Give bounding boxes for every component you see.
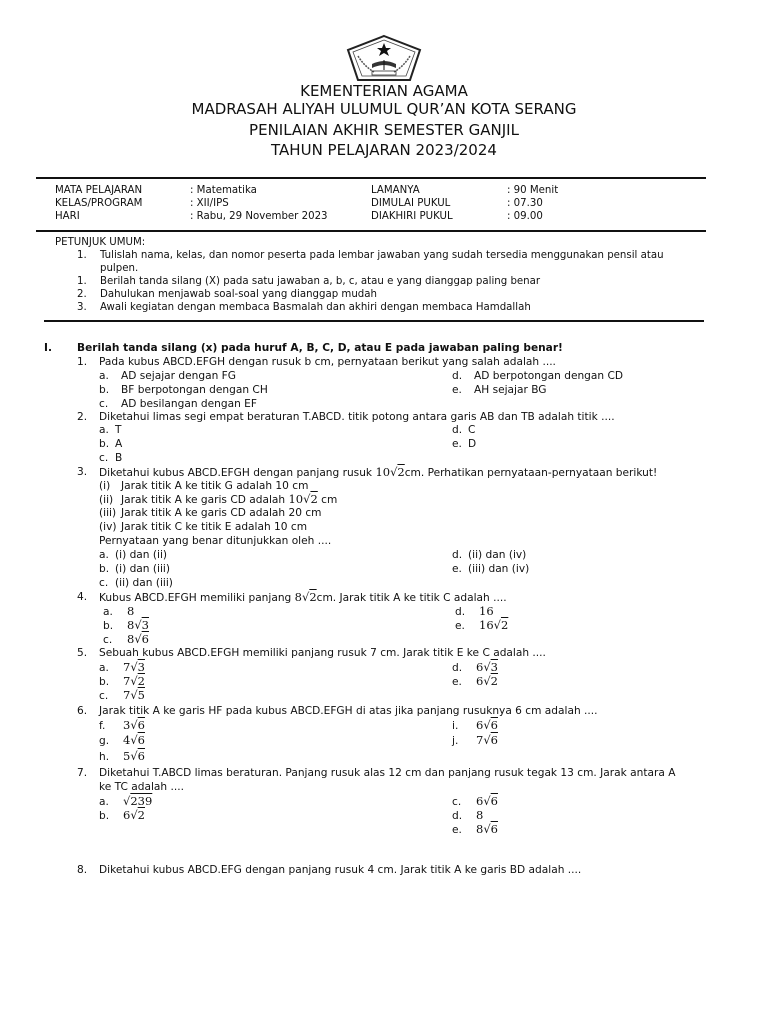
statement-label: (ii) xyxy=(99,494,114,506)
option-a[interactable] xyxy=(99,548,167,562)
math-coef: 8 xyxy=(127,618,135,632)
radical-sign-icon: √ xyxy=(130,688,138,702)
kementerian-agama-emblem-icon xyxy=(344,34,424,82)
option-text: C xyxy=(468,424,476,436)
option-label: d. xyxy=(452,810,463,822)
instruction-text: Tulislah nama, kelas, dan nomor peserta pada lembar jawaban yang sudah tersedia menggunakan pensil atau xyxy=(100,250,664,261)
math-radicand: 2 xyxy=(309,590,317,604)
option-label: d. xyxy=(452,370,463,382)
math-radicand: 2 xyxy=(500,618,509,632)
option-e[interactable] xyxy=(452,437,476,451)
math-radicand: 6 xyxy=(137,733,145,747)
option-d[interactable] xyxy=(452,718,498,733)
radical-sign-icon: √ xyxy=(483,718,491,732)
math-expression xyxy=(476,794,498,808)
option-label: e. xyxy=(452,438,462,450)
math-expression xyxy=(476,660,498,674)
option-label: b. xyxy=(103,620,114,632)
option-label: d. xyxy=(452,662,463,674)
radical-sign-icon: √ xyxy=(134,618,142,632)
option-b[interactable] xyxy=(99,674,145,689)
math-expression xyxy=(479,618,508,632)
math-radicand: 2 xyxy=(310,492,318,506)
divider xyxy=(44,320,704,322)
math-expression xyxy=(123,660,145,674)
math-expression xyxy=(123,718,145,732)
header-ministry: KEMENTERIAN AGAMA xyxy=(300,82,468,100)
option-c[interactable] xyxy=(99,749,145,764)
math-radicand: 6 xyxy=(490,822,498,836)
option-b[interactable] xyxy=(99,733,145,748)
option-c[interactable] xyxy=(452,794,498,809)
math-coef: 4 xyxy=(123,733,131,747)
question-text: Sebuah kubus ABCD.EFGH memiliki panjang rusuk 7 cm. Jarak titik E ke C adalah .... xyxy=(99,647,546,659)
option-label: b. xyxy=(99,384,110,396)
radical-sign-icon: √ xyxy=(493,618,501,632)
statement-i xyxy=(99,479,308,493)
option-a[interactable] xyxy=(99,423,121,437)
statement-ii xyxy=(99,492,337,507)
option-e[interactable] xyxy=(455,618,508,633)
option-label: c. xyxy=(99,398,109,410)
math-radicand: 2 xyxy=(397,465,405,479)
option-e[interactable] xyxy=(452,383,547,397)
math-coef: 8 xyxy=(127,632,135,646)
option-label: e. xyxy=(452,384,462,396)
info-left-labels xyxy=(55,184,142,223)
option-label: c. xyxy=(103,634,113,646)
option-label: c. xyxy=(99,690,109,702)
option-b[interactable] xyxy=(99,437,122,451)
section-number: I. xyxy=(44,342,52,354)
statement-label: (iv) xyxy=(99,521,117,533)
math-radicand: 3 xyxy=(141,618,149,632)
math-coef: 16 xyxy=(479,618,494,632)
instruction-num: 1. xyxy=(77,276,87,287)
math-expression xyxy=(127,632,149,646)
math-coef: 8 xyxy=(127,604,135,618)
option-label: c. xyxy=(99,577,109,589)
option-label: a. xyxy=(99,549,109,561)
math-expression xyxy=(123,749,145,763)
radical-sign-icon: √ xyxy=(130,808,138,822)
header-year: TAHUN PELAJARAN 2023/2024 xyxy=(271,141,497,159)
question-text-before: Kubus ABCD.EFGH memiliki panjang xyxy=(99,592,292,604)
option-e[interactable] xyxy=(452,733,498,748)
option-d[interactable] xyxy=(455,604,494,619)
option-label: a. xyxy=(99,662,109,674)
math-expression xyxy=(123,674,145,688)
section-title: Berilah tanda silang (x) pada huruf A, B, C, D, atau E pada jawaban paling benar! xyxy=(77,342,563,354)
option-a[interactable] xyxy=(99,794,152,809)
option-b[interactable] xyxy=(99,383,268,397)
math-expression xyxy=(127,604,134,618)
info-label: KELAS/PROGRAM xyxy=(55,198,143,209)
question-text-after: cm. Perhatikan pernyataan-pernyataan berikut! xyxy=(404,467,658,479)
option-label: c. xyxy=(99,452,109,464)
option-d[interactable] xyxy=(452,660,498,675)
math-radicand: 5 xyxy=(137,688,145,702)
math-radicand: 6 xyxy=(137,718,145,732)
option-d[interactable] xyxy=(452,548,526,562)
instruction-num: 2. xyxy=(77,289,87,300)
question-prompt: Pernyataan yang benar ditunjukkan oleh .... xyxy=(99,535,332,547)
math-expression xyxy=(123,808,145,822)
option-text: A xyxy=(115,438,123,450)
radical-sign-icon: √ xyxy=(483,660,491,674)
subject-value: : Matematika xyxy=(190,185,257,196)
math-expression xyxy=(123,733,145,747)
option-c[interactable] xyxy=(99,451,122,465)
math-expression xyxy=(479,604,494,618)
option-c[interactable] xyxy=(99,576,173,590)
math-coef: 10 xyxy=(288,492,304,506)
statement-label: (i) xyxy=(99,480,111,492)
question-number: 6. xyxy=(77,705,88,717)
radical-sign-icon: √ xyxy=(483,822,491,836)
statement-iii xyxy=(99,506,321,520)
question-text: Jarak titik A ke garis HF pada kubus ABCD.EFGH di atas jika panjang rusuknya 6 cm adalah .... xyxy=(99,705,598,717)
option-label: b. xyxy=(99,438,110,450)
statement-text: Jarak titik A ke garis CD adalah xyxy=(121,494,286,506)
info-label: LAMANYA xyxy=(371,185,420,196)
instruction-text: Awali kegiatan dengan membaca Basmalah dan akhiri dengan membaca Hamdallah xyxy=(100,302,531,313)
math-coef: 8 xyxy=(476,808,484,822)
math-expression: 10√2 xyxy=(375,465,405,479)
option-text: T xyxy=(115,424,122,436)
duration-value: : 90 Menit xyxy=(507,185,559,196)
math-coef: 6 xyxy=(476,660,484,674)
question-text-after: cm. Jarak titik A ke titik C adalah .... xyxy=(316,592,507,604)
question-text xyxy=(99,465,657,480)
math-radicand: 6 xyxy=(490,718,498,732)
instruction-text: Berilah tanda silang (X) pada satu jawaban a, b, c, atau e yang dianggap paling benar xyxy=(100,276,541,287)
radical-sign-icon: √ xyxy=(483,733,491,747)
option-e[interactable] xyxy=(452,674,498,689)
option-text: AD berpotongan dengan CD xyxy=(474,370,624,382)
option-label: i. xyxy=(452,720,459,732)
option-b[interactable] xyxy=(103,618,149,633)
question-number: 8. xyxy=(77,864,88,876)
math-radicand: 239 xyxy=(130,794,153,808)
math-radicand: 2 xyxy=(137,808,145,822)
math-coef: 6 xyxy=(476,794,484,808)
info-label: DIMULAI PUKUL xyxy=(371,198,451,209)
math-expression xyxy=(476,733,498,747)
radical-sign-icon: √ xyxy=(483,674,491,688)
statement-text: Jarak titik A ke garis CD adalah 20 cm xyxy=(121,507,322,519)
option-label: b. xyxy=(99,810,110,822)
math-coef: 8 xyxy=(476,822,484,836)
math-radicand: 3 xyxy=(137,660,145,674)
divider xyxy=(36,177,706,179)
option-label: h. xyxy=(99,751,110,763)
option-c[interactable] xyxy=(99,688,145,703)
radical-sign-icon: √ xyxy=(123,794,131,808)
option-label: e. xyxy=(455,620,465,632)
question-text: Pada kubus ABCD.EFGH dengan rusuk b cm, pernyataan berikut yang salah adalah .... xyxy=(99,356,556,368)
option-a[interactable] xyxy=(99,369,236,383)
question-text: Diketahui T.ABCD limas beraturan. Panjang rusuk alas 12 cm dan panjang rusuk tegak 13 cm. Jarak antara A xyxy=(99,767,676,779)
math-expression xyxy=(123,688,145,702)
radical-sign-icon: √ xyxy=(130,674,138,688)
option-label: f. xyxy=(99,720,106,732)
math-coef: 6 xyxy=(476,674,484,688)
option-d[interactable] xyxy=(452,423,475,437)
option-c[interactable] xyxy=(99,397,257,411)
statement-iv xyxy=(99,520,307,534)
math-radicand: 6 xyxy=(137,749,145,763)
math-coef: 7 xyxy=(123,688,131,702)
option-label: g. xyxy=(99,735,110,747)
option-text: (i) dan (iii) xyxy=(115,563,170,575)
option-text: BF berpotongan dengan CH xyxy=(121,384,268,396)
question-text-before: Diketahui kubus ABCD.EFGH dengan panjang rusuk xyxy=(99,467,373,479)
question-number: 4. xyxy=(77,591,88,603)
math-radicand: 2 xyxy=(137,674,145,688)
option-text: (i) dan (ii) xyxy=(115,549,168,561)
statement-unit: cm xyxy=(321,494,338,506)
radical-sign-icon: √ xyxy=(130,660,138,674)
math-radicand: 6 xyxy=(141,632,149,646)
math-radicand: 6 xyxy=(490,794,498,808)
option-b[interactable] xyxy=(99,562,170,576)
math-expression xyxy=(476,674,498,688)
option-text: (ii) dan (iii) xyxy=(115,577,173,589)
info-label: MATA PELAJARAN xyxy=(55,185,143,196)
option-a[interactable] xyxy=(99,660,145,675)
statement-label: (iii) xyxy=(99,507,117,519)
statement-text: Jarak titik A ke titik G adalah 10 cm xyxy=(121,480,309,492)
question-number: 7. xyxy=(77,767,88,779)
math-expression xyxy=(127,618,149,632)
option-label: e. xyxy=(452,563,462,575)
math-coef: 6 xyxy=(123,808,131,822)
math-coef: 5 xyxy=(123,749,131,763)
day-value: : Rabu, 29 November 2023 xyxy=(190,211,328,222)
option-e[interactable] xyxy=(452,562,529,576)
option-text: D xyxy=(468,438,477,450)
math-expression: 8√2 xyxy=(294,590,317,604)
option-label: d. xyxy=(452,424,463,436)
option-a[interactable] xyxy=(103,604,134,619)
option-d[interactable] xyxy=(452,808,483,823)
option-e[interactable] xyxy=(452,822,498,837)
radical-sign-icon: √ xyxy=(483,794,491,808)
option-label: a. xyxy=(103,606,113,618)
option-label: d. xyxy=(452,549,463,561)
option-label: e. xyxy=(452,824,462,836)
option-text: AD besilangan dengan EF xyxy=(121,398,257,410)
math-radicand: 3 xyxy=(490,660,498,674)
statement-text: Jarak titik C ke titik E adalah 10 cm xyxy=(121,521,308,533)
option-text: AD sejajar dengan FG xyxy=(121,370,236,382)
instruction-num: 1. xyxy=(77,250,87,261)
math-coef: 7 xyxy=(123,660,131,674)
radical-sign-icon: √ xyxy=(130,733,138,747)
math-expression xyxy=(476,718,498,732)
math-expression xyxy=(476,808,483,822)
option-a[interactable] xyxy=(99,718,145,733)
option-label: e. xyxy=(452,676,462,688)
math-radicand: 2 xyxy=(490,674,498,688)
question-number: 5. xyxy=(77,647,88,659)
info-right-values xyxy=(507,184,558,223)
math-coef: 16 xyxy=(479,604,494,618)
math-expression xyxy=(476,822,498,836)
option-label: b. xyxy=(99,676,110,688)
instructions-title: PETUNJUK UMUM: xyxy=(55,237,146,248)
instruction-text: Dahulukan menjawab soal-soal yang dianggap mudah xyxy=(100,289,377,300)
question-text-cont: ke TC adalah .... xyxy=(99,781,184,793)
option-label: a. xyxy=(99,370,109,382)
option-c[interactable] xyxy=(103,632,149,647)
option-label: a. xyxy=(99,796,109,808)
option-label: a. xyxy=(99,424,109,436)
math-coef: 6 xyxy=(476,718,484,732)
question-number: 1. xyxy=(77,356,88,368)
info-right-labels xyxy=(371,184,453,223)
option-d[interactable] xyxy=(452,369,623,383)
option-text: AH sejajar BG xyxy=(474,384,547,396)
instruction-num: 3. xyxy=(77,302,87,313)
instruction-text-cont: pulpen. xyxy=(100,263,139,274)
math-coef: 7 xyxy=(476,733,484,747)
start-time-value: : 07.30 xyxy=(507,198,543,209)
math-coef: 7 xyxy=(123,674,131,688)
math-coef: 3 xyxy=(123,718,131,732)
math-expression xyxy=(123,794,152,808)
class-value: : XII/IPS xyxy=(190,198,229,209)
math-coef: 8 xyxy=(294,590,302,604)
end-time-value: : 09.00 xyxy=(507,211,543,222)
question-text: Diketahui limas segi empat beraturan T.ABCD. titik potong antara garis AB dan TB adalah titik .... xyxy=(99,411,615,423)
info-label: HARI xyxy=(55,211,80,222)
radical-sign-icon: √ xyxy=(134,632,142,646)
divider xyxy=(36,230,706,232)
option-text: (ii) dan (iv) xyxy=(468,549,527,561)
question-number: 2. xyxy=(77,411,88,423)
option-label: b. xyxy=(99,563,110,575)
header-exam: PENILAIAN AKHIR SEMESTER GANJIL xyxy=(249,121,519,139)
question-text: Diketahui kubus ABCD.EFG dengan panjang rusuk 4 cm. Jarak titik A ke garis BD adalah .... xyxy=(99,864,582,876)
question-text xyxy=(99,590,507,605)
radical-sign-icon: √ xyxy=(130,718,138,732)
option-text: (iii) dan (iv) xyxy=(468,563,530,575)
info-left-values xyxy=(190,184,328,223)
info-label: DIAKHIRI PUKUL xyxy=(371,211,453,222)
option-b[interactable] xyxy=(99,808,145,823)
option-label: d. xyxy=(455,606,466,618)
option-label: c. xyxy=(452,796,462,808)
header-school: MADRASAH ALIYAH ULUMUL QUR’AN KOTA SERANG xyxy=(191,100,577,118)
question-number: 3. xyxy=(77,466,88,478)
math-coef: 10 xyxy=(375,465,391,479)
option-label: j. xyxy=(452,735,459,747)
math-expression: 10√2 xyxy=(288,492,318,506)
option-text: B xyxy=(115,452,123,464)
math-radicand: 6 xyxy=(490,733,498,747)
radical-sign-icon: √ xyxy=(130,749,138,763)
